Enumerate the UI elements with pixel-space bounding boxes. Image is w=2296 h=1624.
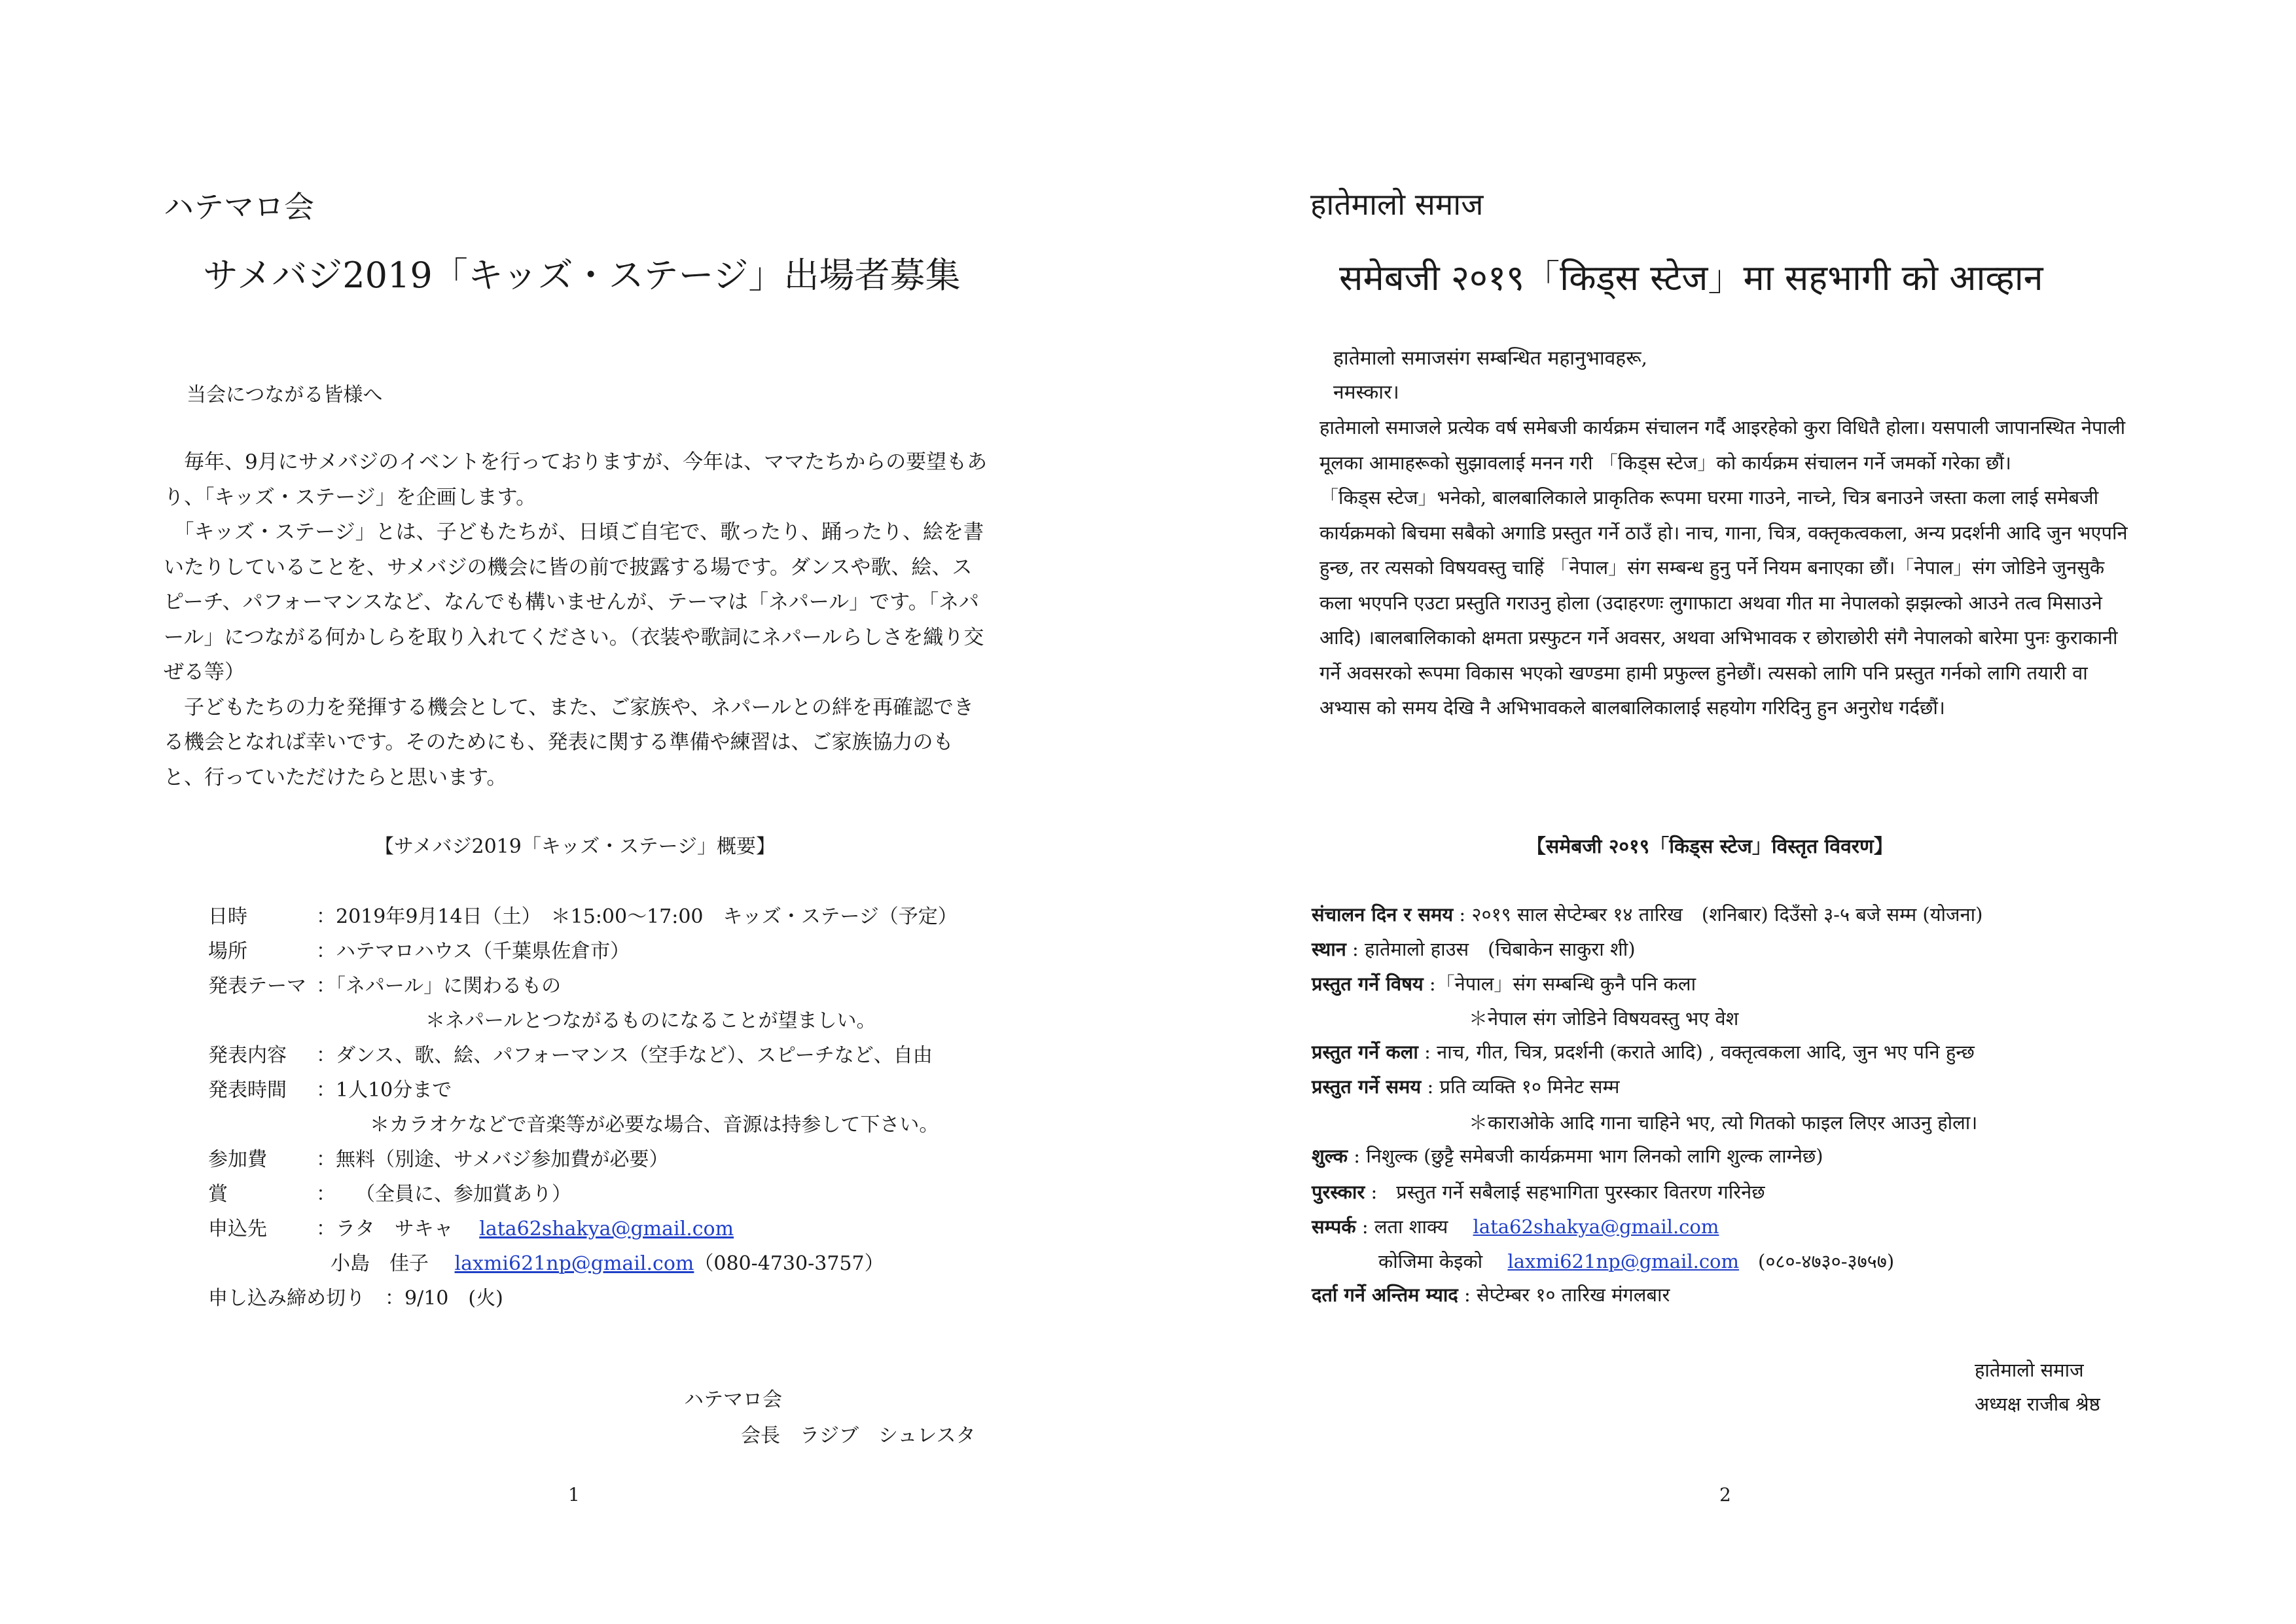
fee-label: शुल्क xyxy=(1312,1145,1348,1167)
body-text xyxy=(164,445,988,795)
signature-org: ハテマロ会 xyxy=(684,1388,782,1411)
time-label: 発表時間 xyxy=(208,1079,287,1102)
summary-heading: 【サメバジ2019「キッズ・ステージ」概要】 xyxy=(374,835,776,858)
fee-value: ：無料（別途、サメバジ参加費が必要） xyxy=(316,1148,669,1171)
subject-label: प्रस्तुत गर्ने विषय xyxy=(1312,973,1424,995)
apply-name-2: 小島 佳子 xyxy=(331,1252,429,1275)
prize-value: ： （全員に、参加賞あり） xyxy=(316,1183,571,1206)
prize-row xyxy=(208,1178,571,1206)
body-paragraph: हातेमालो समाजले प्रत्येक वर्ष समेबजी कार्यक्रम संचालन गर्दै आइरहेको कुरा विधितै होला। यसपाली जापानस्थित नेपाली मूलका आमाहरूको सुझावलाई मनन गरी 「किड्स स्टेज」को कार्यक्रम संचालन गर्ने जमर्को गरेका छौं। xyxy=(1319,416,2126,474)
org-name: हातेमालो समाज xyxy=(1310,187,1484,222)
email-link[interactable]: laxmi621np@gmail.com xyxy=(1507,1250,1740,1272)
date-value: ：2019年9月14日（土） ＊15:00～17:00 キッズ・ステージ（予定） xyxy=(316,905,958,928)
theme-value: ：「ネパール」に関わるもの xyxy=(316,975,562,998)
theme-note: ＊ネパールとつながるものになることが望ましい。 xyxy=(425,1009,876,1032)
body-paragraph: 毎年、9月にサメバジのイベントを行っておりますが、今年は、ママたちからの要望もあり、「キッズ・ステージ」を企画します。 xyxy=(164,450,988,509)
art-value: : नाच, गीत, चित्र, प्रदर्शनी (कराते आदि) , वक्तृत्वकला आदि, जुन भए पनि हुन्छ xyxy=(1418,1041,1975,1063)
place-value: : हातेमालो हाउस (चिबाकेन साकुरा शी) xyxy=(1346,938,1636,960)
body-text xyxy=(1319,410,2134,726)
apply-name-1: ：ラタ サキャ xyxy=(316,1218,454,1240)
signature-name: 会長 ラジブ シュレスタ xyxy=(741,1424,976,1447)
content-row xyxy=(208,1039,933,1068)
theme-label: 発表テーマ xyxy=(208,975,306,998)
content-value: ：ダンス、歌、絵、パフォーマンス（空手など）、スピーチなど、自由 xyxy=(316,1044,933,1067)
apply-row xyxy=(208,1212,734,1241)
place-row xyxy=(208,935,630,964)
deadline-value: ：9/10 (火) xyxy=(385,1287,503,1310)
page-title: サメバジ2019「キッズ・ステージ」出場者募集 xyxy=(203,255,961,296)
deadline-row xyxy=(208,1282,503,1310)
greeting-line-2: नमस्कार। xyxy=(1333,381,1399,404)
date-row xyxy=(1312,900,1982,927)
body-paragraph: 「キッズ・ステージ」とは、子どもたちが、日頃ご自宅で、歌ったり、踊ったり、絵を書いたりしていることを、サメバジの機会に皆の前で披露する場です。ダンスや歌、絵、スピーチ、パフォーマンスなど、なんでも構いませんが、テーマは「ネパール」です。「ネパール」につながる何かしらを取り入れてください。（衣装や歌詞にネパールらしさを織り交ぜる等） xyxy=(164,520,984,684)
deadline-value: : सेप्टेम्बर १० तारिख मंगलबार xyxy=(1458,1284,1670,1306)
contact-name-1: : लता शाक्य xyxy=(1355,1216,1448,1238)
apply-label: 申込先 xyxy=(208,1218,267,1240)
contact-row-2 xyxy=(1378,1247,1894,1274)
prize-row xyxy=(1312,1178,1765,1204)
art-label: प्रस्तुत गर्ने कला xyxy=(1312,1041,1418,1063)
body-paragraph: 「किड्स स्टेज」भनेको, बालबालिकाले प्राकृतिक रूपमा घरमा गाउने, नाच्ने, चित्र बनाउने जस्ता कला लाई समेबजी कार्यक्रमको बिचमा सबैको अगाडि प्रस्तुत गर्ने ठाउँ हो। नाच, गाना, चित्र, वक्तृकत्वकला, अन्य प्रदर्शनी आदि जुन भएपनि हुन्छ, तर त्यसको विषयवस्तु चाहिं 「नेपाल」संग सम्बन्ध हुनु पर्ने नियम बनाएका छौं।「नेपाल」संग जोडिने जुनसुकै कला भएपनि एउटा प्रस्तुति गराउनु होला (उदाहरणः लुगाफाटा अथवा गीत मा नेपालको झझल्को आउने तत्व मिसाउने आदि) ।बालबालिकाको क्षमता प्रस्फुटन गर्ने अवसर, अथवा अभिभावक र छोराछोरी संगै नेपालको बारेमा पुनः कुराकानी गर्ने अवसरको रूपमा विकास भएको खण्डमा हामी प्रफुल्ल हुनेछौं। त्यसको लागि पनि प्रस्तुत गर्नको लागि तयारी वा अभ्यास को समय देखि नै अभिभावकले बालबालिकालाई सहयोग गरिदिनु हुन अनुरोध गर्दछौं। xyxy=(1319,486,2128,719)
fee-row xyxy=(208,1143,669,1172)
date-row xyxy=(208,900,958,929)
signature-org: हातेमालो समाज xyxy=(1975,1359,2084,1381)
org-name: ハテマロ会 xyxy=(164,189,314,225)
time-row xyxy=(208,1074,452,1102)
greeting-line-1: हातेमालो समाजसंग सम्बन्धित महानुभावहरू, xyxy=(1333,347,1648,370)
fee-label: 参加費 xyxy=(208,1148,267,1171)
time-value: ：1人10分まで xyxy=(316,1079,452,1102)
deadline-label: दर्ता गर्ने अन्तिम म्याद xyxy=(1312,1284,1458,1306)
date-label: संचालन दिन र समय xyxy=(1312,903,1454,926)
time-note: ＊काराओके आदि गाना चाहिने भए, त्यो गितको फाइल लिएर आउनु होला। xyxy=(1469,1111,1978,1134)
page-nepali xyxy=(1148,0,2296,1624)
greeting: 当会につながる皆様へ xyxy=(187,384,383,406)
email-link[interactable]: lata62shakya@gmail.com xyxy=(479,1218,734,1240)
time-label: प्रस्तुत गर्ने समय xyxy=(1312,1075,1422,1098)
place-row xyxy=(1312,935,1636,962)
page-number: 2 xyxy=(1719,1484,1731,1506)
contact-name-2: कोजिमा केइको xyxy=(1378,1250,1483,1272)
contact-label: सम्पर्क xyxy=(1312,1216,1356,1238)
email-link[interactable]: lata62shakya@gmail.com xyxy=(1473,1216,1719,1238)
subject-value: :「नेपाल」संग सम्बन्धि कुनै पनि कला xyxy=(1423,973,1696,995)
email-link[interactable]: laxmi621np@gmail.com xyxy=(454,1252,694,1275)
summary-heading: 【समेबजी २०१९「किड्स स्टेज」विस्तृत विवरण】 xyxy=(1526,835,1893,858)
time-row xyxy=(1312,1074,1620,1099)
deadline-row xyxy=(1312,1282,1670,1307)
fee-value: : निशुल्क (छुट्टै समेबजी कार्यक्रममा भाग लिनको लागि शुल्क लाग्नेछ) xyxy=(1348,1145,1823,1167)
body-paragraph: 子どもたちの力を発揮する機会として、また、ご家族や、ネパールとの絆を再確認できる機会となれば幸いです。そのためにも、発表に関する準備や練習は、ご家族協力のもと、行っていただけたらと思います。 xyxy=(164,695,974,789)
content-label: 発表内容 xyxy=(208,1044,287,1067)
date-label: 日時 xyxy=(208,905,247,928)
subject-note: ＊नेपाल संग जोडिने विषयवस्तु भए वेश xyxy=(1469,1007,1739,1030)
page-title: समेबजी २०१९「किड्स स्टेज」मा सहभागी को आव्हान xyxy=(1339,257,2043,298)
subject-row xyxy=(1312,969,1696,996)
signature-name: अध्यक्ष राजीब श्रेष्ठ xyxy=(1975,1393,2100,1415)
contact-row xyxy=(1312,1212,1719,1239)
fee-row xyxy=(1312,1143,1823,1168)
phone-number: (०८०-४७३०-३७५७) xyxy=(1758,1250,1895,1272)
place-value: ：ハテマロハウス（千葉県佐倉市） xyxy=(316,940,630,963)
prize-label: पुरस्कार xyxy=(1312,1181,1365,1203)
page-number: 1 xyxy=(568,1484,580,1506)
place-label: स्थान xyxy=(1312,938,1346,960)
place-label: 場所 xyxy=(208,940,247,963)
theme-row xyxy=(208,969,561,998)
time-value: : प्रति व्यक्ति १० मिनेट सम्म xyxy=(1421,1075,1620,1098)
art-row xyxy=(1312,1039,1975,1064)
deadline-label: 申し込み締め切り xyxy=(208,1287,365,1310)
prize-label: 賞 xyxy=(208,1183,228,1206)
date-value: : २०१९ साल सेप्टेम्बर १४ तारिख (शनिबार) दिउँसो ३-५ बजे सम्म (योजना) xyxy=(1453,903,1983,926)
apply-row-2 xyxy=(331,1247,884,1276)
phone-number: （080-4730-3757） xyxy=(694,1252,884,1275)
prize-value: : प्रस्तुत गर्ने सबैलाई सहभागिता पुरस्कार वितरण गरिनेछ xyxy=(1365,1181,1765,1203)
time-note: ＊カラオケなどで音楽等が必要な場合、音源は持参して下さい。 xyxy=(370,1113,939,1136)
